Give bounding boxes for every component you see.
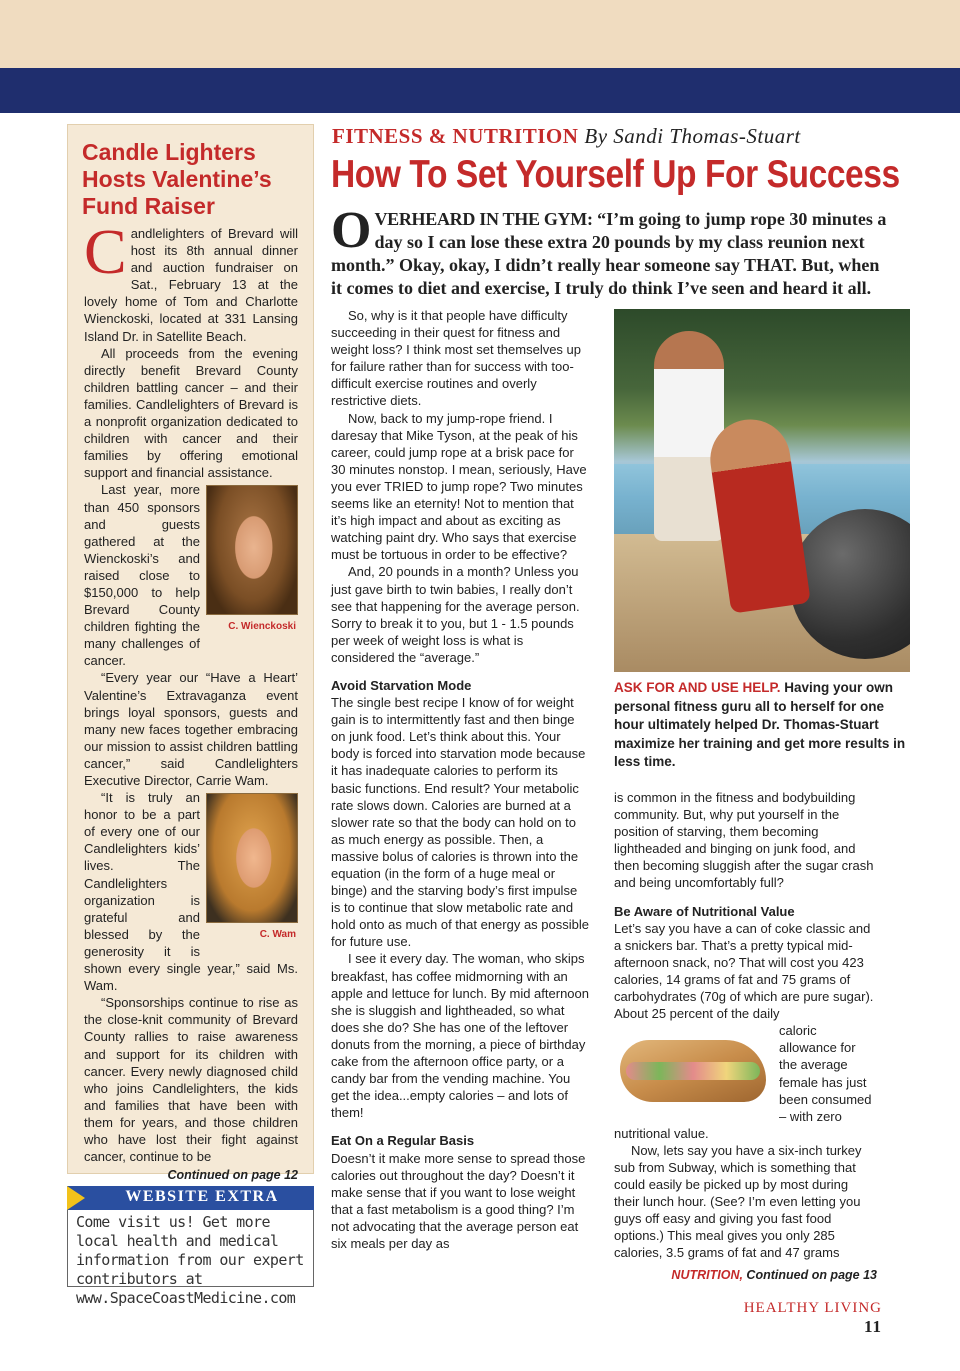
subhead-regular-basis: Eat On a Regular Basis	[331, 1133, 475, 1149]
arrow-icon	[67, 1186, 85, 1210]
body-paragraph: Let’s say you have a can of coke classic and a snickers bar. That’s a pretty typical mid-afternoon snack, no? That will cost you 423 calories, 14 grams of fat and 75 grams of carbohydrates (70g of which are pure sugar). About 25 percent of the daily	[614, 920, 874, 1022]
website-extra-bar	[67, 1186, 314, 1210]
photo-caption: C. Wam	[259, 929, 296, 941]
sidebar-box	[67, 124, 314, 1183]
sidebar-text	[84, 216, 298, 1184]
article-continued: NUTRITION, Continued on page 13	[671, 1267, 877, 1282]
sidebar-paragraph: All proceeds from the evening directly benefit Brevard County children battling cancer – and their families. Candlelighters of Brevard is a nonprofit organization dedicated to children with cancer and their families by offering emotional support and financial assistance.	[84, 345, 298, 481]
sidebar-dropcap: C	[84, 216, 127, 287]
sidebar-paragraph: C. Wienckoski Last year, more than 450 sponsors and guests gathered at the Wienckoski’s and raised close to $150,000 to help Brevard County children fighting the many challenges of cancer.	[84, 482, 296, 669]
body-paragraph: is common in the fitness and bodybuilding community. But, why put yourself in the position of starving, them becoming lightheaded and binging on junk food, and then becoming sluggish after the sugar crash and being uncomfortably full?	[614, 790, 874, 891]
deck-dropcap: O	[331, 202, 372, 259]
body-paragraph: I see it every day. The woman, who skips breakfast, has coffee midmorning with an apple and lettuce for lunch. By mid afternoon she is sluggish and lightheaded, so what does she do? She has one of the leftover donuts from the morning, a piece of birthday cake from the afternoon office party, or a candy bar from the vending machine. You get the idea...empty calories – and lots of them!	[331, 951, 589, 1121]
article-column-1	[331, 307, 589, 1252]
subhead-nutritional-value: Be Aware of Nutritional Value	[614, 903, 795, 919]
photo-caption: C. Wienckoski	[228, 621, 296, 633]
body-paragraph: And, 20 pounds in a month? Unless you just gave birth to twin babies, I really don’t see that happening for the average person. Sorry to break it to you, but 1 - 1.5 pounds per week of weight loss is what is considered the “average.”	[331, 564, 580, 665]
page-number: 11	[863, 1317, 882, 1336]
body-paragraph: Doesn’t it make more sense to spread those calories out throughout the day? Doesn’t it make sense that if you want to lose weight that a fast metabolism is a good thing? I’m not advocating that the average person eat six meals per day as	[331, 1150, 586, 1251]
article-column-2	[614, 789, 877, 1284]
wienckoski-photo	[206, 485, 298, 635]
website-extra-title: WEBSITE EXTRA	[125, 1188, 279, 1205]
sidebar-paragraph: “Sponsorships continue to rise as the close-knit community of Brevard County rallies to raise awareness and support for its children with cancer. Every newly diagnosed child who joins Candlelighters, the kids and families that have been with them for years, and those children who have lost their fight against cancer, continue to be	[84, 995, 298, 1165]
sandwich-image	[614, 1026, 769, 1114]
filling-shape	[626, 1062, 760, 1080]
body-paragraph: Now, lets say you have a six-inch turkey sub from Subway, which is something that could easily be picked up by most during their lunch hour. (See? I’m even letting you guys off easy and giving you fast food options.) This meal gives you only 285 calories, 3.5 grams of fat and 47 grams	[614, 1142, 862, 1261]
photo-caption-main: ASK FOR AND USE HELP. Having your own personal fitness guru all to herself for one hour ultimately helped Dr. Thomas-Stuart maximize her training and get more results in less time.	[614, 680, 906, 769]
website-extra-text: Come visit us! Get more local health and medical information from our expert contributors at www.SpaceCoastMedicine.com	[76, 1213, 304, 1307]
page-footer: HEALTHY LIVING 11	[743, 1300, 882, 1336]
sidebar-paragraph: C. Wam “It is truly an honor to be a part of every one of our Candlelighters kids’ lives. The Candlelighters organization is grateful and blessed by the generosity it is shown every single year,” said Ms. Wam.	[84, 790, 298, 994]
body-paragraph: Now, back to my jump-rope friend. I daresay that Mike Tyson, at the peak of his career, could jump rope at a brisk pace for 30 minutes nonstop. I mean, seriously, Have you ever TRIED to jump rope? Two minutes seems like an eternity! Not to mention that it’s high impact and about as exciting as watching paint dry. Who says that exercise must be tortuous in order to be effective?	[331, 410, 587, 563]
portrait-image	[206, 793, 298, 923]
body-paragraph: So, why is it that people have difficulty succeeding in their quest for fitness and weight loss? I think most set themselves up for failure rather than for success with too-difficult exercise routines and overly restrictive diets.	[331, 308, 582, 409]
website-extra-box	[67, 1210, 314, 1307]
sidebar-paragraph: “Every year our “Have a Heart’ Valentine’s Extravaganza event brings loyal sponsors, guests and many new faces together embracing our mission to assist children battling cancer,” said Candlelighters Executive Director, Carrie Wam.	[84, 670, 298, 788]
header-blue-band	[0, 68, 960, 113]
section-label: FITNESS & NUTRITION By Sandi Thomas-Stuart	[332, 124, 801, 148]
trainer-figure	[654, 331, 724, 541]
portrait-image	[206, 485, 298, 615]
article-deck: OVERHEARD IN THE GYM: “I’m going to jump rope 30 minutes a day so I can lose these extra 20 pounds by my class reunion next month.” Okay, okay, I didn’t really hear someone say THAT. But, when it comes to diet and exercise, I truly do think I’ve seen and heard it all.	[331, 202, 887, 298]
body-paragraph: caloric allowance for the average female has just been consumed – with zero nutritional value.	[614, 1023, 872, 1141]
wam-photo	[206, 793, 298, 943]
sidebar-continued: Continued on page 12	[167, 1168, 298, 1183]
headline: How To Set Yourself Up For Success	[331, 153, 900, 196]
byline: By Sandi Thomas-Stuart	[584, 124, 801, 148]
trainer-photo	[614, 309, 910, 672]
subhead-starvation: Avoid Starvation Mode	[331, 677, 472, 693]
sidebar-title: Candle Lighters Hosts Valentine’s Fund Raiser	[82, 139, 272, 219]
sidebar-paragraph: Candlelighters of Brevard will host its 8th annual dinner and auction fundraiser on Sat., February 13 at the lovely home of Tom and Charlotte Wienckoski, located at 331 Lansing Island Dr. in Satellite Beach.	[84, 216, 298, 344]
body-paragraph: The single best recipe I know of for weight gain is to intermittently fast and then binge on junk food. Let’s think about this. Your body is forced into starvation mode because it has inadequate calories to perform its basic functions. End result? Your metabolic rate slows down. Calories are burned at a slower rate so that the body can hold on to as much energy as possible. Then, a massive bolus of calories is thrown into the equation (in the form of a huge meal or binge) and the starving body’s first impulse is to continue that slow metabolic rate and hold onto as much of that energy as possible for future use.	[331, 695, 589, 950]
top-color-band	[0, 0, 960, 68]
